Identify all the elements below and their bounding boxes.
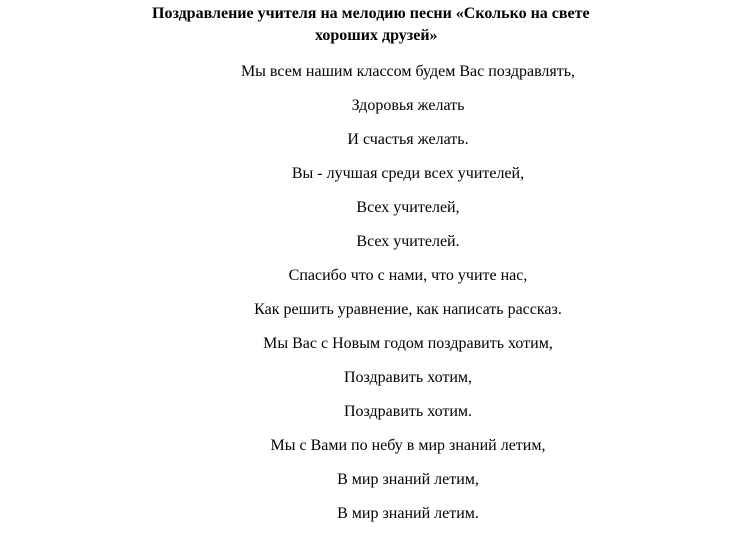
poem-line: Мы Вас с Новым годом поздравить хотим,: [263, 335, 553, 352]
poem-line: Здоровья желать: [351, 97, 465, 114]
document-title: [140, 3, 680, 47]
poem-line: Мы с Вами по небу в мир знаний летим,: [270, 437, 546, 454]
poem-line: Поздравить хотим,: [343, 369, 473, 386]
poem-line: Поздравить хотим.: [343, 403, 473, 420]
poem-line: В мир знаний летим.: [337, 505, 479, 522]
poem-line: Всех учителей,: [356, 199, 460, 216]
title-line-1: Поздравление учителя на мелодию песни «Сколько на свете: [152, 5, 590, 22]
poem-line: Спасибо что с нами, что учите нас,: [288, 267, 528, 284]
poem-line: И счастья желать.: [347, 131, 469, 148]
title-line-2: хороших друзей»: [315, 27, 438, 44]
poem-body: [0, 58, 738, 534]
poem-line: Вы - лучшая среди всех учителей,: [291, 165, 525, 182]
poem-line: Как решить уравнение, как написать рассказ.: [254, 301, 562, 318]
poem-line: В мир знаний летим,: [337, 471, 479, 488]
poem-line: Мы всем нашим классом будем Вас поздравлять,: [240, 63, 576, 80]
poem-line: Всех учителей.: [356, 233, 460, 250]
